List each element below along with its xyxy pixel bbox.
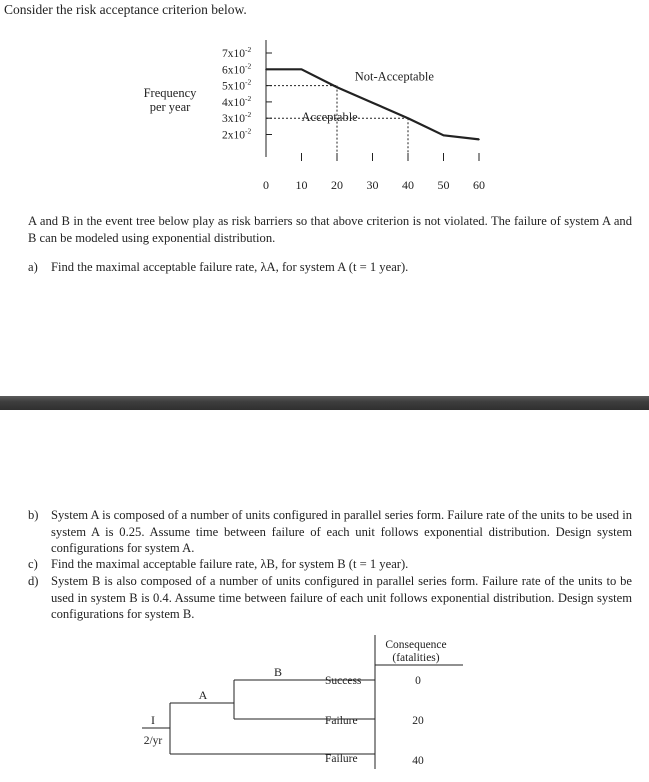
barrier-a-label: A <box>198 688 208 702</box>
x-tick-label-1: 10 <box>295 178 308 192</box>
y-tick-exponent-3: -2 <box>245 93 252 103</box>
question-d <box>28 573 632 623</box>
event-tree-diagram <box>0 630 649 782</box>
question-a-text: Find the maximal acceptable failure rate, λA, for system A (t = 1 year). <box>51 260 409 274</box>
risk-criterion-chart <box>130 36 510 196</box>
y-tick-exponent-0: -2 <box>245 45 252 54</box>
criterion-point-3 <box>372 102 374 104</box>
x-tick-label-3: 30 <box>366 178 379 192</box>
y-tick-exponent-1: -2 <box>245 61 252 71</box>
question-d-text: System B is also composed of a number of units configured in parallel series form. Failure rate of the units to be used in system B is 0.4. Assume time between failure of each unit follows exponential distribution. Design system configurations for system B. <box>51 574 632 621</box>
criterion-point-0 <box>265 69 267 71</box>
x-tick-label-6: 60 <box>473 178 485 192</box>
initiator-label: I <box>151 713 155 727</box>
outcome-3-consequence: 40 <box>412 755 424 767</box>
criterion-point-5 <box>443 135 445 137</box>
y-tick-exponent-4: -2 <box>245 110 252 120</box>
y-tick-label-3: $4x10^{-2}$ <box>222 93 252 109</box>
y-tick-label-2: $5x10^{-2}$ <box>222 77 252 93</box>
y-tick-label-4: $3x10^{-2}$ <box>222 110 252 126</box>
outcome-2-consequence: 20 <box>412 715 424 727</box>
criterion-point-1 <box>301 69 303 71</box>
outcome-1-consequence: 0 <box>415 675 421 687</box>
question-b-text: System A is composed of a number of units configured in parallel series form. Failure rate of the units to be used in system A is 0.25. Assume time between failure of each unit follows exponential distribution. Design system configurations for system A. <box>51 508 632 555</box>
x-tick-label-5: 50 <box>437 178 450 192</box>
criterion-point-4 <box>407 117 409 119</box>
y-tick-label-0: $7x10^{-2}$ <box>222 45 252 60</box>
event-tree-paragraph: A and B in the event tree below play as risk barriers so that above criterion is not violated. The failure of system A and B can be modeled using exponential distribution. <box>28 214 632 245</box>
region-label-acceptable: Acceptable <box>301 110 358 125</box>
region-label-not-acceptable: Not-Acceptable <box>354 69 434 84</box>
y-axis-label-line1: Frequency <box>143 86 197 100</box>
criterion-point-2 <box>336 86 338 88</box>
initiator-rate: 2/yr <box>143 735 163 747</box>
intro-text: Consider the risk acceptance criterion below. <box>4 2 247 17</box>
question-c-text: Find the maximal acceptable failure rate, λB, for system B (t = 1 year). <box>51 557 409 571</box>
question-a <box>28 259 632 276</box>
criterion-point-6 <box>478 139 480 141</box>
consequence-header-line2: (fatalities) <box>392 652 440 664</box>
question-d-label: d) <box>28 574 39 588</box>
barrier-b-label: B <box>273 665 283 679</box>
outcome-2-label: Failure <box>325 715 358 727</box>
x-tick-label-4: 40 <box>402 178 414 192</box>
y-axis-label-line2: per year <box>149 100 191 114</box>
y-tick-exponent-5: -2 <box>245 126 252 136</box>
y-tick-label-5: $2x10^{-2}$ <box>222 126 252 142</box>
question-c-label: c) <box>28 557 38 571</box>
consequence-header-line1: Consequence <box>385 639 447 651</box>
question-c <box>28 556 632 573</box>
x-tick-label-2: 20 <box>331 178 343 192</box>
page-divider <box>0 396 649 410</box>
y-tick-label-1: $6x10^{-2}$ <box>222 61 252 77</box>
question-a-label: a) <box>28 260 38 274</box>
question-b-label: b) <box>28 508 39 522</box>
outcome-1-label: Success <box>325 675 362 687</box>
y-tick-exponent-2: -2 <box>245 77 252 87</box>
question-b <box>28 507 632 557</box>
outcome-3-label: Failure <box>325 753 358 765</box>
x-tick-label-0: 0 <box>263 178 269 192</box>
